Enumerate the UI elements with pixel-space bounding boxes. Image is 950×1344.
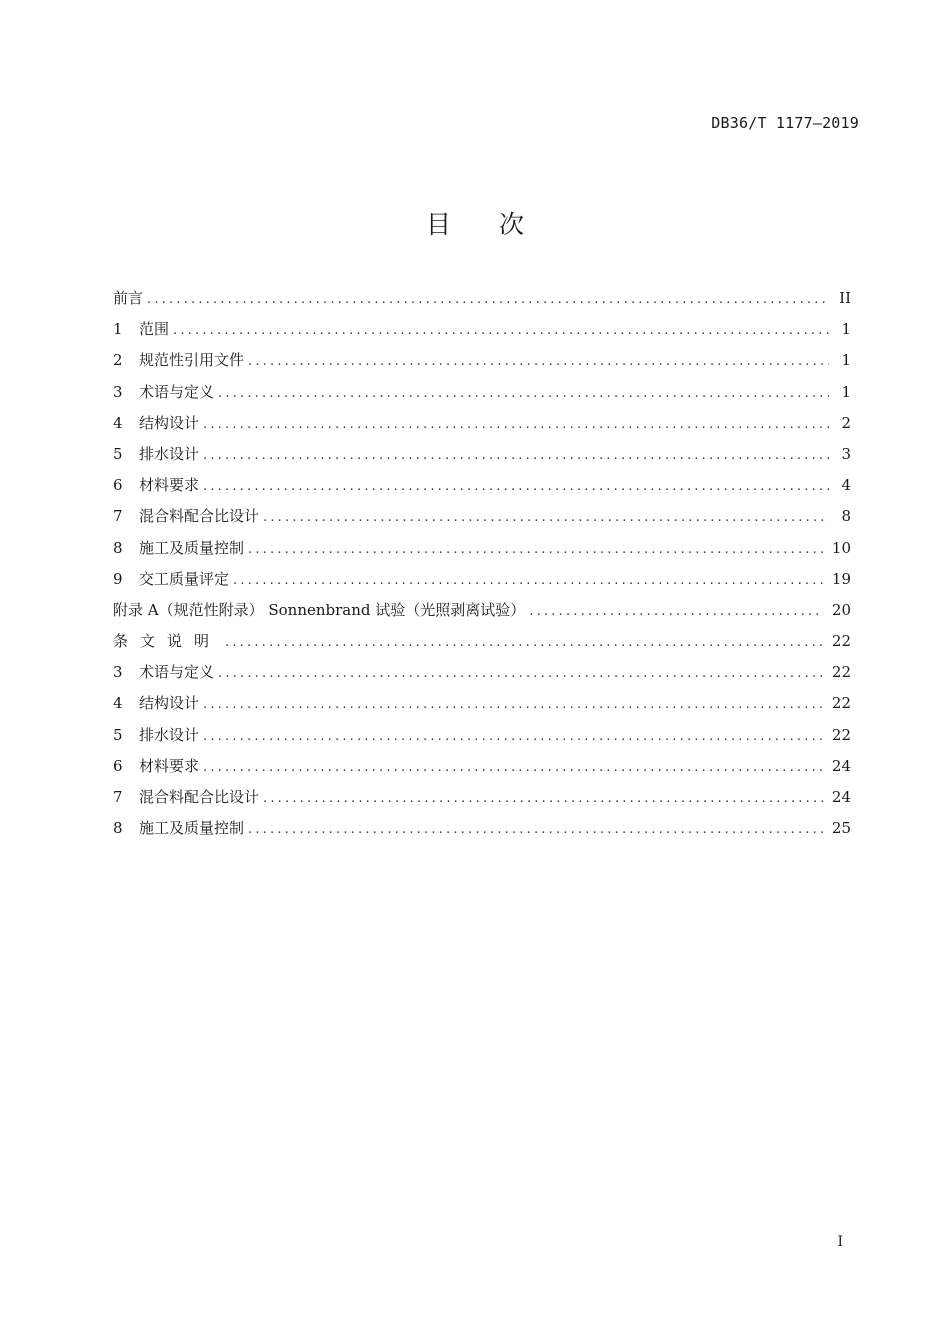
toc-entry-page: 22 bbox=[831, 725, 851, 744]
toc-entry-mix-design[interactable] bbox=[113, 501, 851, 532]
dot-leader bbox=[263, 783, 824, 814]
dot-leader bbox=[529, 596, 824, 627]
toc-entry-number: 3 bbox=[113, 663, 123, 682]
toc-entry-label: 结构设计 bbox=[139, 694, 200, 713]
toc-entry-number: 5 bbox=[113, 725, 123, 744]
toc-entry-number: 9 bbox=[113, 569, 123, 588]
toc-entry-label: 排水设计 bbox=[139, 725, 200, 744]
toc-entry-number: 4 bbox=[113, 413, 123, 432]
dot-leader bbox=[203, 471, 829, 502]
toc-entry-material-requirements[interactable] bbox=[113, 470, 851, 501]
toc-entry-label: 材料要求 bbox=[139, 756, 200, 775]
toc-entry-page: II bbox=[839, 289, 851, 307]
toc-entry-number: 8 bbox=[113, 538, 123, 557]
toc-entry-label: 范围 bbox=[139, 320, 170, 339]
toc-entry-structural-design[interactable] bbox=[113, 408, 851, 439]
toc-entry-page: 1 bbox=[841, 382, 851, 401]
toc-entry-label: 施工及质量控制 bbox=[139, 538, 245, 557]
toc-entry-page: 22 bbox=[831, 632, 851, 651]
toc-entry-acceptance-evaluation[interactable] bbox=[113, 564, 851, 595]
toc-entry-page: 1 bbox=[841, 320, 851, 339]
page-number: I bbox=[837, 1234, 843, 1250]
dot-leader bbox=[218, 658, 824, 689]
toc-entry-notes-drainage-design[interactable] bbox=[113, 720, 851, 751]
toc-entry-notes-mix-design[interactable] bbox=[113, 782, 851, 813]
toc-entry-page: 19 bbox=[831, 569, 851, 588]
dot-leader bbox=[147, 284, 829, 315]
table-of-contents bbox=[113, 283, 851, 844]
page-title: 目次 bbox=[425, 210, 572, 239]
toc-entry-label: 术语与定义 bbox=[139, 382, 215, 401]
toc-entry-appendix-a[interactable] bbox=[113, 595, 851, 626]
toc-entry-number: 8 bbox=[113, 819, 123, 838]
toc-entry-number: 6 bbox=[113, 756, 123, 775]
toc-entry-number: 3 bbox=[113, 382, 123, 401]
toc-entry-label: 规范性引用文件 bbox=[139, 351, 245, 370]
toc-entry-page: 24 bbox=[831, 788, 851, 806]
dot-leader bbox=[263, 502, 829, 533]
dot-leader bbox=[203, 752, 824, 783]
dot-leader bbox=[203, 721, 824, 752]
toc-entry-number: 1 bbox=[113, 320, 123, 339]
toc-entry-page: 22 bbox=[831, 694, 851, 713]
dot-leader bbox=[203, 440, 829, 471]
toc-entry-page: 3 bbox=[841, 444, 851, 463]
toc-entry-label: 排水设计 bbox=[139, 444, 200, 463]
toc-entry-label: 材料要求 bbox=[139, 476, 200, 495]
toc-entry-label: 结构设计 bbox=[139, 413, 200, 432]
toc-entry-notes-construction-quality[interactable] bbox=[113, 813, 851, 844]
toc-entry-normative-references[interactable] bbox=[113, 345, 851, 376]
dot-leader bbox=[248, 346, 829, 377]
toc-entry-number: 6 bbox=[113, 476, 123, 495]
dot-leader bbox=[248, 814, 824, 845]
toc-entry-number: 5 bbox=[113, 444, 123, 463]
toc-entry-number: 4 bbox=[113, 694, 123, 713]
toc-entry-label: 附录 A（规范性附录） Sonnenbrand 试验（光照剥离试验） bbox=[113, 600, 526, 619]
toc-entry-number: 2 bbox=[113, 351, 123, 370]
toc-entry-number: 7 bbox=[113, 507, 123, 526]
toc-entry-notes-structural-design[interactable] bbox=[113, 688, 851, 719]
toc-entry-label: 前言 bbox=[113, 289, 144, 307]
toc-entry-construction-quality[interactable] bbox=[113, 533, 851, 564]
toc-entry-label: 混合料配合比设计 bbox=[139, 788, 260, 806]
toc-entry-number: 7 bbox=[113, 788, 123, 806]
toc-entry-explanatory-notes[interactable] bbox=[113, 626, 851, 657]
dot-leader bbox=[173, 315, 829, 346]
toc-entry-label: 术语与定义 bbox=[139, 663, 215, 682]
dot-leader bbox=[203, 409, 829, 440]
toc-entry-page: 20 bbox=[831, 600, 851, 619]
toc-entry-terms-definitions[interactable] bbox=[113, 377, 851, 408]
toc-entry-page: 10 bbox=[831, 538, 851, 557]
toc-entry-page: 25 bbox=[831, 819, 851, 838]
dot-leader bbox=[225, 627, 824, 658]
toc-entry-label: 施工及质量控制 bbox=[139, 819, 245, 838]
toc-entry-page: 2 bbox=[841, 413, 851, 432]
toc-entry-page: 4 bbox=[841, 476, 851, 495]
toc-entry-label: 交工质量评定 bbox=[139, 569, 230, 588]
dot-leader bbox=[218, 378, 829, 409]
toc-entry-page: 1 bbox=[841, 351, 851, 370]
toc-entry-notes-material-requirements[interactable] bbox=[113, 751, 851, 782]
toc-entry-page: 22 bbox=[831, 663, 851, 682]
dot-leader bbox=[248, 534, 824, 565]
toc-entry-notes-terms-definitions[interactable] bbox=[113, 657, 851, 688]
toc-entry-scope[interactable] bbox=[113, 314, 851, 345]
toc-entry-drainage-design[interactable] bbox=[113, 439, 851, 470]
toc-entry-label: 条文说明 bbox=[113, 632, 222, 651]
dot-leader bbox=[203, 689, 824, 720]
dot-leader bbox=[233, 565, 824, 596]
toc-entry-page: 24 bbox=[831, 756, 851, 775]
document-code: DB36/T 1177—2019 bbox=[711, 114, 859, 132]
toc-entry-page: 8 bbox=[841, 507, 851, 526]
toc-entry-foreword[interactable] bbox=[113, 283, 851, 314]
toc-entry-label: 混合料配合比设计 bbox=[139, 507, 260, 526]
